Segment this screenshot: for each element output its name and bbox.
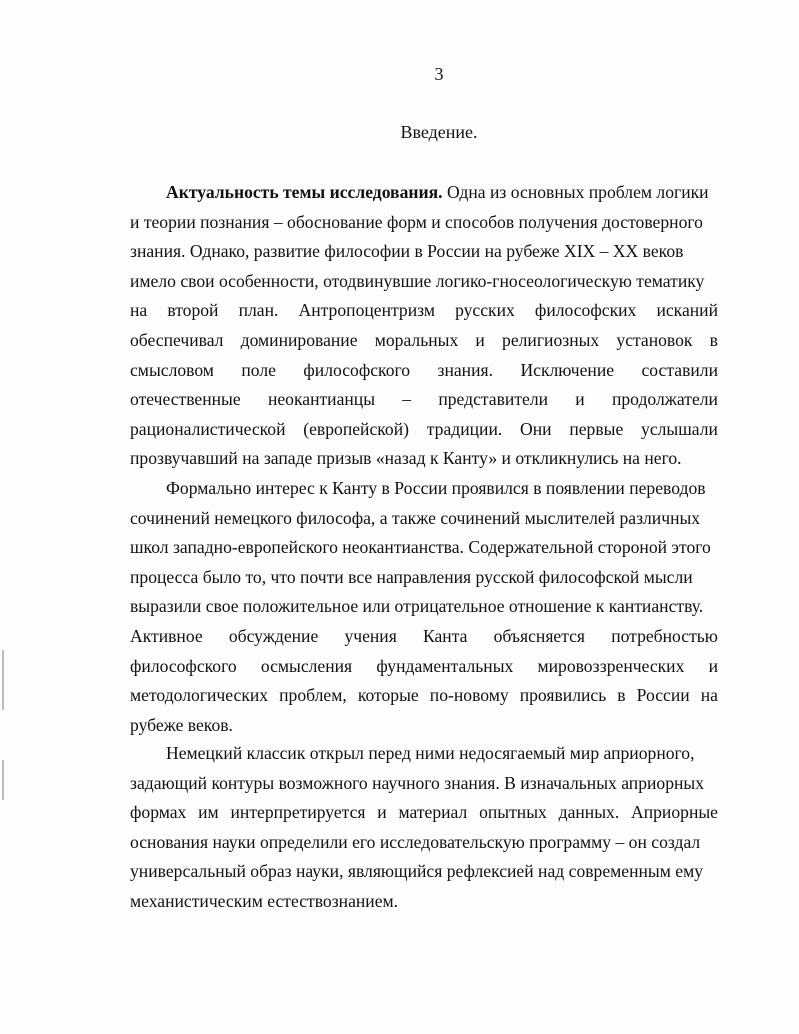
word: продолжатели	[611, 389, 718, 410]
word: и	[377, 802, 387, 823]
word: философских	[534, 300, 637, 321]
word: и	[475, 329, 485, 350]
word: и	[708, 655, 718, 676]
word: религиозных	[502, 329, 600, 350]
text-line	[130, 356, 718, 386]
section-heading: Введение.	[400, 122, 478, 142]
word: знания.	[437, 359, 493, 380]
word: объясняется	[493, 625, 586, 646]
word: на	[130, 300, 148, 321]
text-line: знания. Однако, развитие философии в России на рубеже XIX – XX веков	[130, 241, 684, 262]
text-line: Немецкий классик открыл перед ними недосягаемый мир априорного,	[166, 743, 695, 763]
word: план.	[238, 300, 279, 321]
word: проявились	[519, 685, 607, 706]
text-line	[130, 178, 718, 208]
word: материал	[398, 802, 468, 823]
word: –	[402, 389, 412, 410]
word: традиции.	[426, 418, 503, 439]
paragraph-2	[130, 474, 718, 740]
scan-edge-mark	[2, 650, 4, 710]
scan-edge-mark	[2, 760, 4, 800]
word: мировоззренческих	[537, 655, 685, 676]
word: установок	[616, 329, 693, 350]
word: формах	[130, 802, 187, 823]
word: которые	[357, 685, 419, 706]
word: в	[709, 329, 718, 350]
paragraph-1	[130, 178, 718, 474]
word: в	[617, 685, 626, 706]
word: интерпретируется	[230, 802, 366, 823]
bold-lead: Актуальность темы исследования.	[166, 182, 443, 202]
text-line: механистическим естествознанием.	[130, 890, 399, 911]
text-line	[130, 798, 718, 828]
text-line	[130, 326, 718, 356]
word: поле	[241, 359, 276, 380]
text-line: прозвучавший на западе призыв «назад к Канту» и откликнулись на него.	[130, 448, 682, 469]
word: обеспечивал	[130, 329, 224, 350]
word: второй	[167, 300, 219, 321]
word: данных.	[558, 802, 620, 823]
word: Канта	[422, 625, 468, 646]
word: первые	[569, 418, 624, 439]
word: представители	[438, 389, 549, 410]
word: отечественные	[130, 389, 241, 410]
word: смысловом	[130, 359, 214, 380]
word: по-новому	[429, 685, 509, 706]
text-line: Формально интерес к Канту в России проявился в появлении переводов	[166, 478, 706, 498]
word: фундаментальных	[376, 655, 514, 676]
text-line: сочинений немецкого философа, а также сочинений мыслителей различных	[130, 507, 701, 528]
text-line: имело свои особенности, отодвинувшие логико-гносеологическую тематику	[130, 270, 705, 291]
text-line	[130, 652, 718, 682]
word: потребностью	[611, 625, 718, 646]
word: на	[700, 685, 718, 706]
text-line: универсальный образ науки, являющийся рефлексией над современным ему	[130, 861, 704, 882]
word: русских	[455, 300, 515, 321]
word: (европейской)	[303, 418, 409, 439]
word: моральных	[374, 329, 459, 350]
text-line	[130, 385, 718, 415]
word: Исключение	[520, 359, 615, 380]
text-line	[130, 415, 718, 445]
word: Антропоцентризм	[298, 300, 435, 321]
word: Они	[520, 418, 552, 439]
word: философского	[303, 359, 411, 380]
word: проблем,	[279, 685, 347, 706]
text-line	[130, 681, 718, 711]
text-line: задающий контуры возможного научного знания. В изначальных априорных	[130, 772, 705, 793]
text-line	[130, 622, 718, 652]
text-line-content: Одна из основных проблем логики	[442, 182, 709, 202]
word: составили	[641, 359, 718, 380]
word: и	[575, 389, 585, 410]
word: философского	[130, 655, 237, 676]
word: Активное	[130, 625, 203, 646]
text-line: основания науки определили его исследовательскую программу – он создал	[130, 831, 701, 852]
text-line: школ западно-европейского неокантианства. Содержательной стороной этого	[130, 537, 711, 558]
text-line	[130, 296, 718, 326]
word: учения	[344, 625, 397, 646]
word: доминирование	[240, 329, 358, 350]
word: обсуждение	[228, 625, 319, 646]
word: методологических	[130, 685, 269, 706]
word: России	[636, 685, 690, 706]
word: им	[198, 802, 219, 823]
word: исканий	[656, 300, 718, 321]
word: неокантианцы	[267, 389, 376, 410]
text-line: выразили свое положительное или отрицательное отношение к кантианству.	[130, 596, 704, 617]
word: осмысления	[260, 655, 353, 676]
word: услышали	[641, 418, 718, 439]
paragraph-3	[130, 739, 718, 917]
word: Априорные	[631, 802, 718, 823]
page-number: 3	[434, 64, 444, 84]
word: рационалистической	[130, 418, 286, 439]
text-line: и теории познания – обоснование форм и способов получения достоверного	[130, 211, 703, 232]
text-line: рубеже веков.	[130, 714, 233, 735]
text-line: процесса было то, что почти все направления русской философской мысли	[130, 566, 693, 587]
word: опытных	[479, 802, 547, 823]
